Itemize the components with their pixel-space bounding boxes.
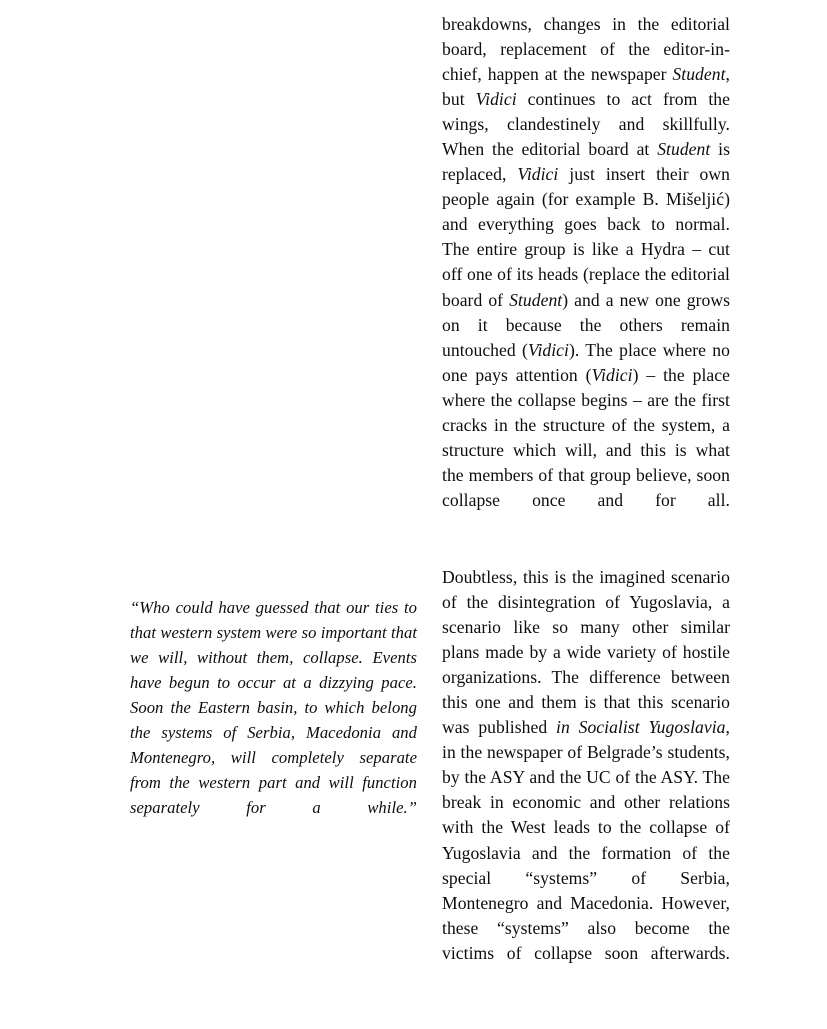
right-column [442,0,730,1029]
roman-run: just insert their own people again (for example B. Mišeljić) and everything goes back to normal. The entire group is like a Hydra – cut off one of its heads (replace the editorial board of [442,164,730,310]
body-paragraph-1 [442,0,730,538]
roman-run: ) – the place where the collapse begins – are the first cracks in the structure of the system, a structure which will, and this is what the members of that group believe, soon collapse once and for all. [442,364,730,510]
italic-run: Vidici [517,164,559,185]
italic-run: in Socialist Yugoslavia [556,717,726,738]
roman-run: continues to act from the wings, clandestinely and skillfully. When the editorial board at [442,89,731,160]
left-column [130,0,417,1029]
roman-run: ). The place where no one pays attention ( [442,339,730,385]
roman-run: Doubtless, this is the imagined scenario of the disintegration of Yugoslavia, a scenario like so many other similar plans made by a wide variety of hostile organizations. The difference between this one and them is that this scenario was published [442,566,730,738]
body-paragraph-2 [442,565,730,991]
italic-run: Vidici [527,339,569,360]
italic-run: Vidici [591,364,633,385]
italic-run: Student [657,139,711,160]
pull-quote-text: “Who could have guessed that our ties to that western system were so important that we will, without them, collapse. Events have begun to occur at a dizzying pace. Soon the Eastern basin, to which belong the systems of Serbia, Macedonia and Montenegro, will completely separate from the western part and will function separately for a while.” [130,598,417,818]
italic-run: Student [672,64,726,85]
roman-run: , but [442,64,730,110]
roman-run: ) and a new one grows on it because the others remain untouched ( [442,289,730,360]
italic-run: Student [509,289,563,310]
roman-run: is replaced, [442,139,730,185]
roman-run: , in the newspaper of Belgrade’s students, by the ASY and the UC of the ASY. The break in economic and other relations with the West leads to the collapse of Yugoslavia and the formation of the special “systems” of Serbia, Montenegro and Macedonia. However, these “systems” also become the victims of collapse soon afterwards. [442,717,730,963]
italic-run: Vidici [475,89,517,110]
pull-quote-block [130,595,417,845]
roman-run: breakdowns, changes in the editorial board, replacement of the editor-in-chief, happen at the newspaper [442,14,730,85]
